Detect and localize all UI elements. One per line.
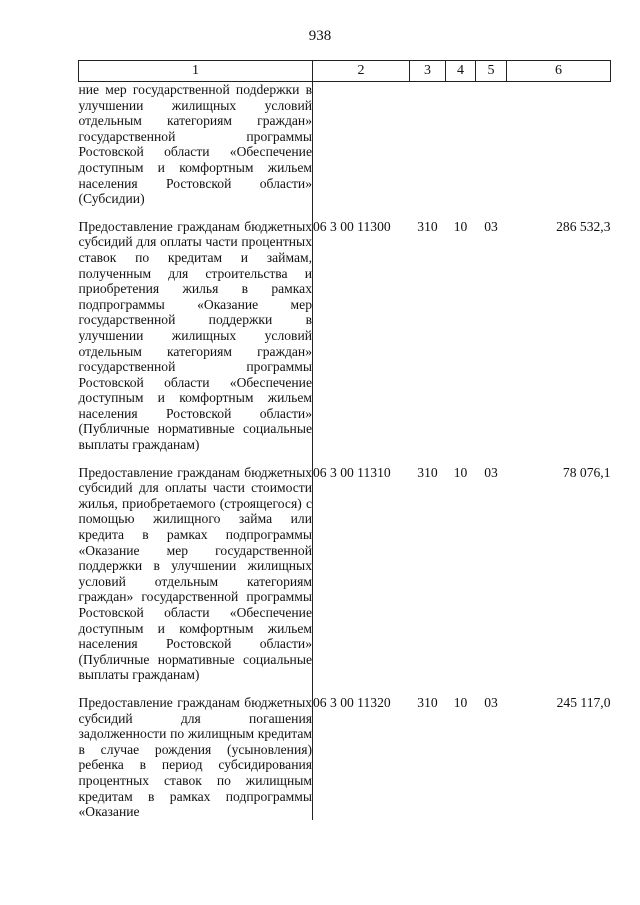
- col-header-5: 5: [476, 61, 507, 82]
- table-row: [79, 219, 611, 453]
- column-number-header: [79, 61, 611, 82]
- col-header-2: 2: [313, 61, 410, 82]
- row-amount: 78 076,1: [562, 464, 611, 480]
- row-code: 06 3 00 11300: [313, 218, 391, 234]
- row-description: Предоставление гражданам бюджетных субсидий для оплаты части процентных ставок по кредитам и займам, полученным для строительства и приобретения жилья в рамках подпрограммы «Оказание мер государственной поддержки в улучшении жилищных условий отдельным категориям граждан» государственной программы Ростовской области «Обеспечение доступным и комфортным жильем населения Ростовской области» (Публичные нормативные социальные выплаты гражданам): [78, 218, 312, 453]
- row-rz: 10: [453, 464, 468, 480]
- row-code: 06 3 00 11310: [313, 464, 391, 480]
- col-header-4: 4: [446, 61, 476, 82]
- row-vr: 310: [417, 694, 438, 710]
- row-rz: [446, 82, 476, 207]
- row-amount: [507, 82, 611, 207]
- row-vr: 310: [417, 218, 438, 234]
- row-code: 06 3 00 11320: [313, 694, 391, 710]
- page-number: 938: [308, 28, 332, 44]
- row-pr: 03: [484, 694, 498, 710]
- row-rz: 10: [453, 694, 468, 710]
- table-row: [79, 695, 611, 820]
- col-header-1: 1: [79, 61, 313, 82]
- row-description: Предоставление гражданам бюджетных субсидий для погашения задолженности по жилищным кредитам в случае рождения (усыновления) ребенка в период субсидирования процентных ставок по жилищным кредитам в рамках подпрограммы «Оказание: [78, 694, 312, 820]
- col-header-6: 6: [507, 61, 611, 82]
- table-row: [79, 465, 611, 683]
- row-pr: 03: [484, 218, 498, 234]
- row-code: [313, 82, 410, 207]
- budget-table: [78, 60, 611, 820]
- row-description: Предоставление гражданам бюджетных субсидий для оплаты части стоимости жилья, приобретаемого (строящегося) с помощью жилищного займа или кредита в рамках подпрограммы «Оказание мер государственной поддержки в улучшении жилищных условий отдельным категориям граждан» государственной программы Ростовской области «Обеспечение доступным и комфортным жильем населения Ростовской области» (Публичные нормативные социальные выплаты гражданам): [78, 464, 312, 683]
- row-amount: 245 117,0: [556, 694, 611, 710]
- row-amount: 286 532,3: [556, 218, 611, 234]
- col-header-3: 3: [410, 61, 446, 82]
- row-pr: [476, 82, 507, 207]
- row-vr: 310: [417, 464, 438, 480]
- row-rz: 10: [453, 218, 468, 234]
- row-description: ние мер государственной подdержки в улучшении жилищных условий отдельным категориям граждан» государственной программы Ростовской области «Обеспечение доступным и комфортным жильем населения Ростовской области» (Субсидии): [78, 82, 312, 207]
- row-vr: [410, 82, 446, 207]
- row-pr: 03: [484, 464, 498, 480]
- table-row: [79, 82, 611, 207]
